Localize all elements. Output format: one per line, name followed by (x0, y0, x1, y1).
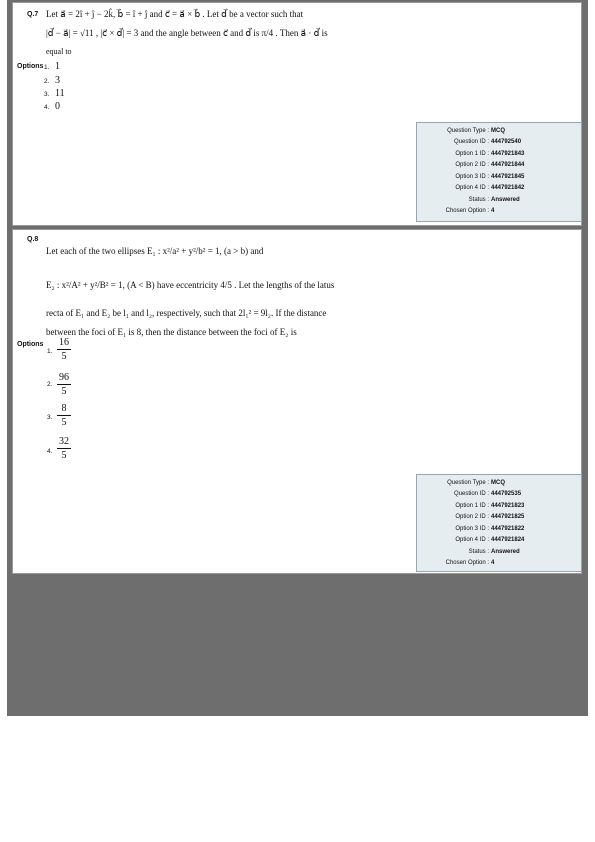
fraction-bar (57, 349, 71, 350)
meta-key: Question ID : (453, 139, 489, 145)
meta-key: Question Type : (447, 128, 489, 134)
question-card-q8 (12, 229, 582, 574)
meta-value: Answered (491, 549, 520, 555)
option-number: 3. (47, 414, 53, 421)
question-text-line-1: Let a⃗ = 2î + ĵ − 2k̂, b⃗ = î + ĵ and c⃗ = a⃗ × b⃗ . Let d⃗ be a vector such that (46, 9, 304, 19)
meta-key: Option 4 ID : (455, 537, 489, 543)
option-number: 3. (44, 91, 50, 98)
meta-key: Chosen Option : (445, 560, 489, 566)
meta-value: 4447921842 (491, 185, 525, 191)
meta-value: 4447921843 (491, 151, 525, 157)
options-label: Options (17, 63, 44, 70)
question-number: Q.8 (27, 236, 39, 243)
question-meta-panel (416, 122, 582, 222)
option-number: 4. (47, 448, 53, 455)
meta-key: Option 1 ID : (455, 151, 489, 157)
fraction-numerator: 32 (59, 436, 69, 447)
options-label: Options (17, 341, 44, 348)
question-text-line-1: Let each of the two ellipses E₁ : x²/a² + y²/b² = 1, (a > b) and (46, 246, 264, 256)
question-text-line-3: recta of E₁ and E₂ be l₁ and l₂, respectively, such that 2l₁² = 9l₂. If the distance (46, 308, 327, 318)
option-number: 2. (44, 78, 50, 85)
meta-value: 444792535 (491, 491, 522, 497)
fraction-denominator: 5 (61, 417, 67, 428)
fraction-numerator: 16 (59, 337, 69, 348)
option-number: 4. (44, 104, 50, 111)
question-number: Q.7 (27, 11, 39, 18)
fraction-numerator: 96 (59, 372, 69, 383)
meta-value: 4447921844 (491, 162, 525, 168)
meta-key: Option 1 ID : (455, 503, 489, 509)
meta-value: 4447921845 (491, 174, 525, 180)
meta-key: Question ID : (453, 491, 489, 497)
meta-value: MCQ (491, 480, 505, 486)
option-number: 2. (47, 381, 53, 388)
option-fraction (57, 436, 71, 461)
fraction-denominator: 5 (61, 386, 67, 397)
fraction-bar (57, 448, 71, 449)
option-value: 0 (55, 101, 60, 112)
question-meta-panel (416, 474, 582, 572)
meta-value: 4 (491, 560, 495, 566)
question-text-line-4: between the foci of E₁ is 8, then the distance between the foci of E₂ is (46, 327, 297, 337)
fraction-bar (57, 415, 71, 416)
meta-value: 4447921824 (491, 537, 525, 543)
meta-key: Option 2 ID : (455, 514, 489, 520)
question-text-line-2: E₂ : x²/A² + y²/B² = 1, (A < B) have eccentricity 4/5 . Let the lengths of the latus (46, 280, 335, 290)
option-fraction (57, 337, 71, 362)
meta-value: 4447921823 (491, 503, 525, 509)
question-text-line-2: |d⃗ − a⃗| = √11 , |c⃗ × d⃗| = 3 and the angle between c⃗ and d⃗ is π/4 . Then a⃗ · d⃗ is (46, 28, 328, 38)
option-fraction (57, 372, 71, 397)
fraction-bar (57, 384, 71, 385)
option-number: 1. (44, 64, 50, 71)
fraction-numerator: 8 (61, 403, 67, 414)
option-number: 1. (47, 348, 53, 355)
meta-key: Chosen Option : (445, 208, 489, 214)
meta-key: Status : (468, 197, 489, 203)
meta-key: Option 3 ID : (455, 174, 489, 180)
meta-key: Option 3 ID : (455, 526, 489, 532)
option-fraction (57, 403, 71, 428)
meta-value: Answered (491, 197, 520, 203)
meta-key: Question Type : (447, 480, 489, 486)
fraction-denominator: 5 (61, 351, 67, 362)
option-value: 3 (55, 75, 60, 86)
option-value: 1 (55, 61, 60, 72)
fraction-denominator: 5 (61, 450, 67, 461)
meta-key: Option 4 ID : (455, 185, 489, 191)
question-text-line-3: equal to (46, 47, 72, 56)
meta-value: 4447921822 (491, 526, 525, 532)
meta-value: 444792540 (491, 139, 522, 145)
option-value: 11 (55, 88, 65, 99)
meta-value: 4 (491, 208, 495, 214)
meta-key: Status : (468, 549, 489, 555)
meta-value: 4447921825 (491, 514, 525, 520)
question-card-q7 (12, 2, 582, 226)
meta-key: Option 2 ID : (455, 162, 489, 168)
meta-value: MCQ (491, 128, 505, 134)
